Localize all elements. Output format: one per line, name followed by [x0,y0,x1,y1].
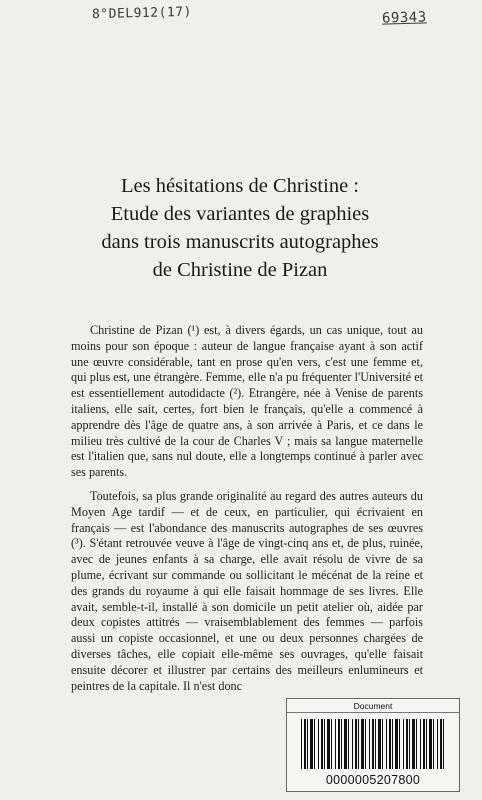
handwritten-shelfmark: 8°DEL912(17) [91,4,193,23]
handwritten-number [382,9,427,26]
barcode-label-divider [287,712,459,713]
article-title [40,172,440,284]
title-line-4: de Christine de Pizan [152,259,328,281]
paragraph-1: Christine de Pizan (¹) est, à divers égards, un cas unique, tout au moins pour son époque : auteur de langue française ayant à son actif une œuvre considérable, tant en prose qu'en vers, c'est une femme et, qui plus est, une étrangère. Femme, elle n'a pu fréquenter l'Université et est essentiellement autodidacte (²). Etrangère, née à Venise de parents italiens, elle sait, certes, fort bien le français, qu'elle a commencé à apprendre dès l'âge de quatre ans, à son arrivée à Paris, et ce dans le milieu très cultivé de la cour de Charles V ; mais sa langue maternelle est l'italien que, sans nul doute, elle a longtemps continué à parler avec ses parents. [71,323,423,480]
title-line-3: dans trois manuscrits autographes [101,231,379,253]
title-line-2: Etude des variantes de graphies [110,203,370,225]
barcode-icon [301,719,445,769]
article-body [71,323,423,694]
paragraph-2: Toutefois, sa plus grande originalité au regard des autres auteurs du Moyen Age tardif — et de ceux, en particulier, qui écrivaient en français — est l'abondance des manuscrits autographes de ses œuvres (³). S'étant retrouvée veuve à l'âge de vingt-cinq ans et, de plus, ruinée, avec de jeunes enfants à sa charge, elle avait résolu de vivre de sa plume, écrivant sur commande ou sollicitant le mécénat de la reine et des grands du royaume à qui elle faisait hommage de ses livres. Elle avait, semble-t-il, installé à son domicile un petit atelier où, aidée par deux copistes attitrés — vraisemblablement des femmes — parfois aussi un copiste occasionnel, et une ou deux personnes chargées de diverses tâches, elle copiait elle-même ses ouvrages, qu'elle faisait ensuite décorer et illustrer par certains des meilleurs enlumineurs et peintres de la capitale. Il n'est donc [71,488,423,693]
handwritten-number-text: 69343 [381,9,427,27]
library-barcode-label [286,698,460,792]
title-line-1: Les hésitations de Christine : [121,175,359,197]
barcode-number: 0000005207800 [325,773,421,787]
barcode-label-title: Document [353,701,393,711]
